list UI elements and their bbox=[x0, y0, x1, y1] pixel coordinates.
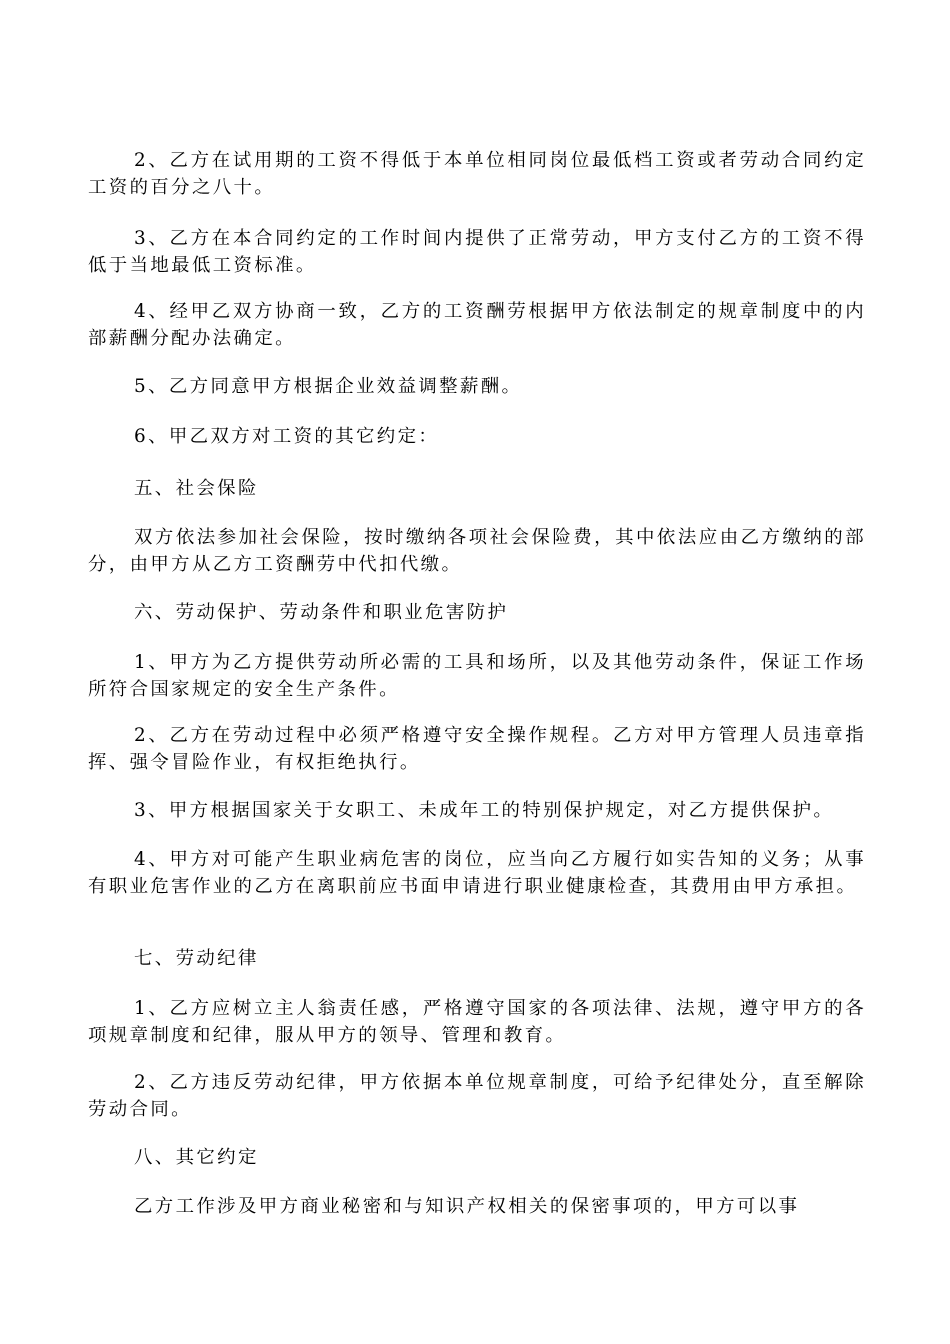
paragraph-confidentiality: 乙方工作涉及甲方商业秘密和与知识产权相关的保密事项的，甲方可以事 bbox=[134, 1196, 800, 1217]
paragraph-protection-safety-rules: 2、乙方在劳动过程中必须严格遵守安全操作规程。乙方对甲方管理人员违章指挥、强令冒险作业，有权拒绝执行。 bbox=[88, 725, 866, 773]
paragraph-protection-special: 3、甲方根据国家关于女职工、未成年工的特别保护规定，对乙方提供保护。 bbox=[134, 800, 835, 821]
paragraph-protection-occupational-health: 4、甲方对可能产生职业病危害的岗位，应当向乙方履行如实告知的义务；从事有职业危害作业的乙方在离职前应书面申请进行职业健康检查，其费用由甲方承担。 bbox=[88, 849, 866, 897]
paragraph-wage-negotiation: 4、经甲乙双方协商一致，乙方的工资酬劳根据甲方依法制定的规章制度中的内部薪酬分配办法确定。 bbox=[88, 301, 866, 349]
paragraph-discipline-compliance: 1、乙方应树立主人翁责任感，严格遵守国家的各项法律、法规，遵守甲方的各项规章制度和纪律，服从甲方的领导、管理和教育。 bbox=[88, 998, 866, 1046]
paragraph-social-insurance: 双方依法参加社会保险，按时缴纳各项社会保险费，其中依法应由乙方缴纳的部分，由甲方从乙方工资酬劳中代扣代缴。 bbox=[88, 527, 866, 575]
paragraph-wage-minimum: 3、乙方在本合同约定的工作时间内提供了正常劳动，甲方支付乙方的工资不得低于当地最低工资标准。 bbox=[88, 228, 866, 276]
paragraph-protection-tools: 1、甲方为乙方提供劳动所必需的工具和场所，以及其他劳动条件，保证工作场所符合国家规定的安全生产条件。 bbox=[88, 652, 866, 700]
paragraph-wage-adjustment: 5、乙方同意甲方根据企业效益调整薪酬。 bbox=[134, 376, 523, 397]
paragraph-wage-other: 6、甲乙双方对工资的其它约定： bbox=[134, 426, 440, 447]
section-heading-labor-discipline: 七、劳动纪律 bbox=[134, 948, 259, 969]
paragraph-wage-probation: 2、乙方在试用期的工资不得低于本单位相同岗位最低档工资或者劳动合同约定工资的百分之八十。 bbox=[88, 150, 866, 198]
section-heading-social-insurance: 五、社会保险 bbox=[134, 478, 259, 499]
section-heading-labor-protection: 六、劳动保护、劳动条件和职业危害防护 bbox=[134, 602, 509, 623]
section-heading-other-agreements: 八、其它约定 bbox=[134, 1147, 259, 1168]
paragraph-discipline-violation: 2、乙方违反劳动纪律，甲方依据本单位规章制度，可给予纪律处分，直至解除劳动合同。 bbox=[88, 1072, 866, 1120]
